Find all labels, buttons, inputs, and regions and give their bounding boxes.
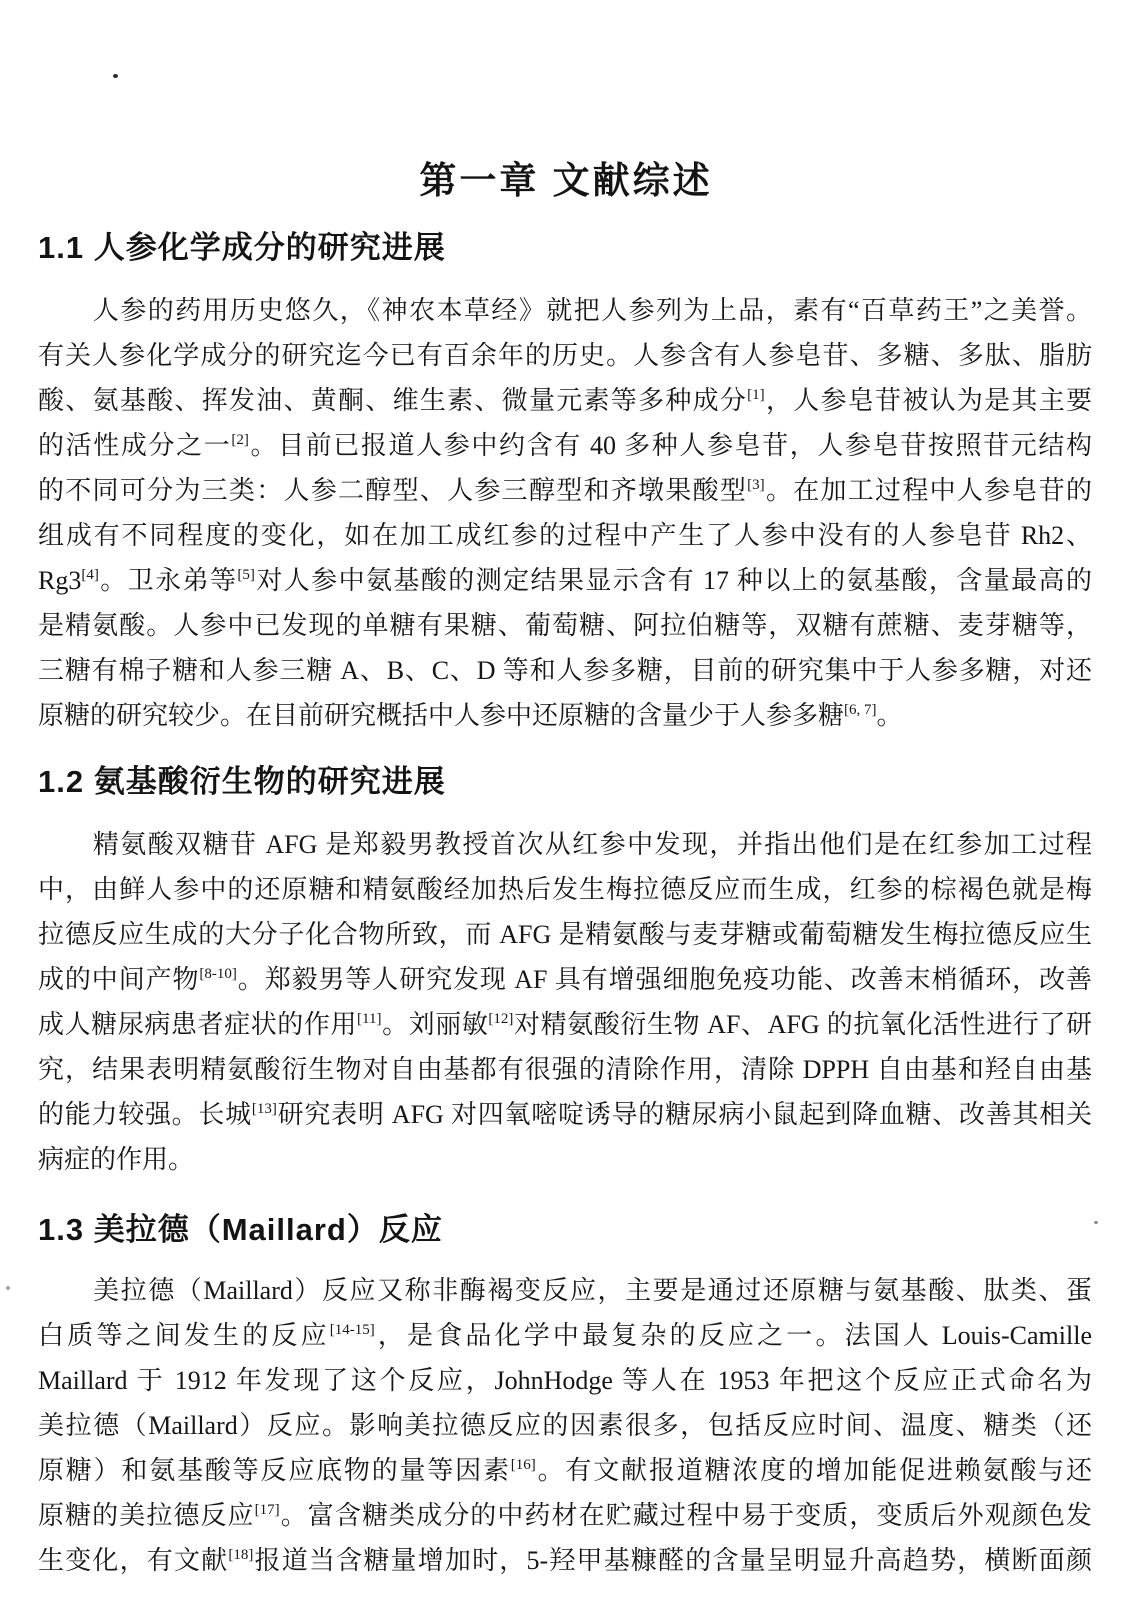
text-line: 组成有不同程度的变化，如在加工成红参的过程中产生了人参中没有的人参皂苷 Rh2、 xyxy=(38,521,1092,550)
text-line: 生变化，有文献[18]报道当含糖量增加时，5-羟甲基糠醛的含量呈明显升高趋势，横断面颜 xyxy=(38,1546,1092,1575)
text-line: 原糖的研究较少。在目前研究概括中人参中还原糖的含量少于人参多糖[6, 7]。 xyxy=(38,701,903,730)
section-paragraph-1-3 xyxy=(38,1268,1092,1583)
citation-ref: [8-10] xyxy=(199,966,237,982)
citation-ref: [12] xyxy=(488,1011,514,1027)
citation-ref: [16] xyxy=(510,1457,536,1473)
scan-speck xyxy=(6,1286,10,1290)
section-heading-1-3: 1.3 美拉德（Maillard）反应 xyxy=(38,1212,443,1247)
citation-ref: [11] xyxy=(357,1011,382,1027)
text-line: 三糖有棉子糖和人参三糖 A、B、C、D 等和人参多糖，目前的研究集中于人参多糖，对还 xyxy=(38,656,1092,685)
text-line: 精氨酸双糖苷 AFG 是郑毅男教授首次从红参中发现，并指出他们是在红参加工过程 xyxy=(38,830,1092,859)
citation-ref: [6, 7] xyxy=(844,702,877,718)
citation-ref: [17] xyxy=(254,1502,280,1518)
text-line: 的不同可分为三类：人参二醇型、人参三醇型和齐墩果酸型[3]。在加工过程中人参皂苷的 xyxy=(38,476,1092,505)
text-line: 白质等之间发生的反应[14-15]，是食品化学中最复杂的反应之一。法国人 Louis-Camille xyxy=(38,1321,1092,1350)
text-line: 成人糖尿病患者症状的作用[11]。刘丽敏[12]对精氨酸衍生物 AF、AFG 的抗氧化活性进行了研 xyxy=(38,1010,1092,1039)
text-line: 是精氨酸。人参中已发现的单糖有果糖、葡萄糖、阿拉伯糖等，双糖有蔗糖、麦芽糖等， xyxy=(38,611,1092,640)
citation-ref: [3] xyxy=(747,477,765,493)
citation-ref: [18] xyxy=(228,1547,254,1563)
text-line: 原糖）和氨基酸等反应底物的量等因素[16]。有文献报道糖浓度的增加能促进赖氨酸与还 xyxy=(38,1456,1092,1485)
text-line: 中，由鲜人参中的还原糖和精氨酸经加热后发生梅拉德反应而生成，红参的棕褐色就是梅 xyxy=(38,875,1092,904)
citation-ref: [5] xyxy=(237,567,255,583)
citation-ref: [2] xyxy=(231,432,249,448)
chapter-title: 第一章 文献综述 xyxy=(419,160,713,201)
scan-speck xyxy=(113,74,118,78)
text-line: 的活性成分之一[2]。目前已报道人参中约含有 40 多种人参皂苷，人参皂苷按照苷元结构 xyxy=(38,431,1092,460)
text-line: 原糖的美拉德反应[17]。富含糖类成分的中药材在贮藏过程中易于变质，变质后外观颜色发 xyxy=(38,1501,1092,1530)
section-paragraph-1-1 xyxy=(38,288,1092,738)
text-line: Rg3[4]。卫永弟等[5]对人参中氨基酸的测定结果显示含有 17 种以上的氨基酸，含量最高的 xyxy=(38,566,1092,595)
text-line: 成的中间产物[8-10]。郑毅男等人研究发现 AF 具有增强细胞免疫功能、改善末梢循环，改善 xyxy=(38,965,1092,994)
text-line: 的能力较强。长城[13]研究表明 AFG 对四氧嘧啶诱导的糖尿病小鼠起到降血糖、改善其相关 xyxy=(38,1100,1092,1129)
text-line: 病症的作用。 xyxy=(38,1145,195,1174)
section-paragraph-1-2 xyxy=(38,822,1092,1182)
text-line: 美拉德（Maillard）反应。影响美拉德反应的因素很多，包括反应时间、温度、糖类（还 xyxy=(38,1411,1092,1440)
text-line: 酸、氨基酸、挥发油、黄酮、维生素、微量元素等多种成分[1]，人参皂苷被认为是其主要 xyxy=(38,386,1092,415)
citation-ref: [14-15] xyxy=(329,1322,375,1338)
citation-ref: [13] xyxy=(251,1101,277,1117)
citation-ref: [4] xyxy=(81,567,99,583)
text-line: Maillard 于 1912 年发现了这个反应，JohnHodge 等人在 1953 年把这个反应正式命名为 xyxy=(38,1366,1092,1395)
section-heading-1-2: 1.2 氨基酸衍生物的研究进展 xyxy=(38,764,446,799)
section-heading-1-1: 1.1 人参化学成分的研究进展 xyxy=(38,230,446,265)
citation-ref: [1] xyxy=(747,387,765,403)
text-line: 拉德反应生成的大分子化合物所致，而 AFG 是精氨酸与麦芽糖或葡萄糖发生梅拉德反应生 xyxy=(38,920,1092,949)
text-line: 人参的药用历史悠久，《神农本草经》就把人参列为上品，素有“百草药王”之美誉。 xyxy=(38,296,1092,325)
text-line: 究，结果表明精氨酸衍生物对自由基都有很强的清除作用，清除 DPPH 自由基和羟自由基 xyxy=(38,1055,1092,1084)
scan-speck xyxy=(1094,1221,1098,1224)
text-line: 有关人参化学成分的研究迄今已有百余年的历史。人参含有人参皂苷、多糖、多肽、脂肪 xyxy=(38,341,1092,370)
text-line: 美拉德（Maillard）反应又称非酶褐变反应，主要是通过还原糖与氨基酸、肽类、蛋 xyxy=(38,1276,1092,1305)
